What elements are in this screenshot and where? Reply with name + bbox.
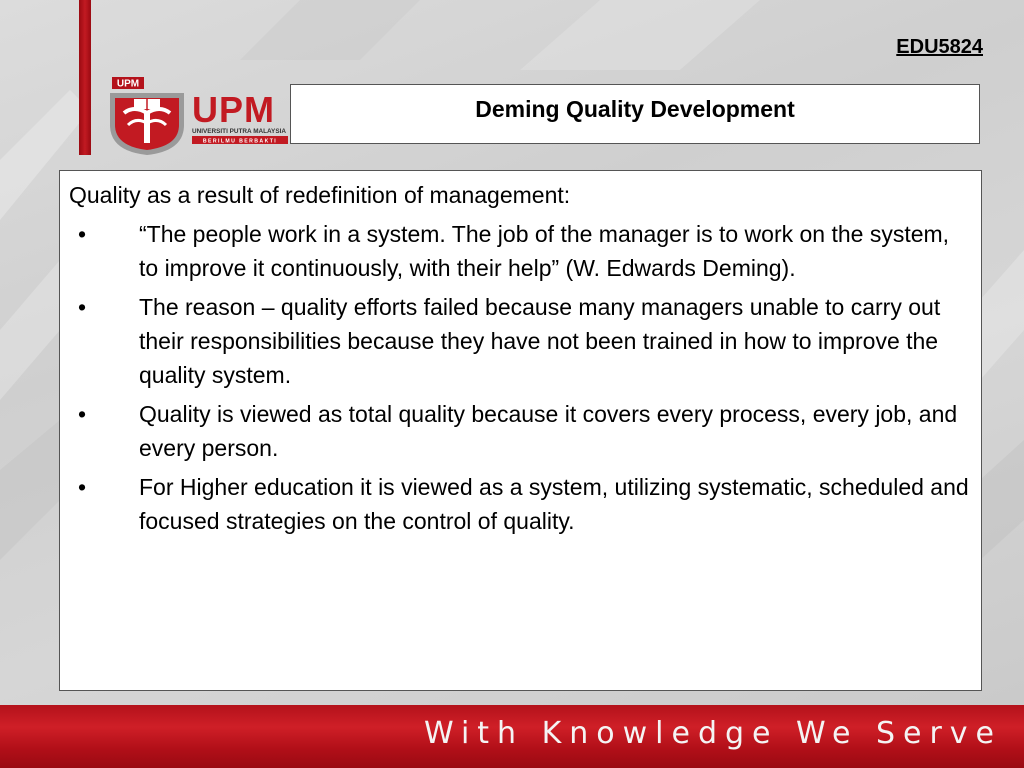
bullet-item <box>69 290 971 392</box>
footer-slogan: With Knowledge We Serve <box>423 716 1002 751</box>
svg-text:UPM: UPM <box>116 78 140 90</box>
content-box <box>59 170 982 691</box>
bullet-text: Quality is viewed as total quality because it covers every process, every job, and every person. <box>139 401 958 461</box>
upm-logo <box>106 75 291 155</box>
bullet-item <box>69 217 971 285</box>
bullet-dot-icon: • <box>78 294 87 320</box>
svg-text:UNIVERSITI PUTRA MALAYSIA: UNIVERSITI PUTRA MALAYSIA <box>192 128 286 135</box>
bullet-item <box>69 397 971 465</box>
bullet-text: For Higher education it is viewed as a system, utilizing systematic, scheduled and focused strategies on the control of quality. <box>139 474 969 534</box>
upm-crest-icon <box>106 75 291 155</box>
svg-text:BERILMU BERBAKTI: BERILMU BERBAKTI <box>202 138 278 145</box>
title-box <box>290 84 980 144</box>
bullet-text: “The people work in a system. The job of the manager is to work on the system, to improve it continuously, with their help” (W. Edwards Deming). <box>139 221 950 281</box>
bullet-dot-icon: • <box>78 474 87 500</box>
red-accent-bar <box>79 0 91 155</box>
bullet-text: The reason – quality efforts failed because many managers unable to carry out their responsibilities because they have not been trained in how to improve the quality system. <box>139 294 941 388</box>
intro-text: Quality as a result of redefinition of management: <box>69 182 571 208</box>
bullet-item <box>69 470 971 538</box>
bullet-dot-icon: • <box>78 221 87 247</box>
bullet-dot-icon: • <box>78 401 87 427</box>
course-code: EDU5824 <box>896 36 983 58</box>
svg-text:UPM: UPM <box>192 89 275 130</box>
slide-title: Deming Quality Development <box>475 95 795 122</box>
